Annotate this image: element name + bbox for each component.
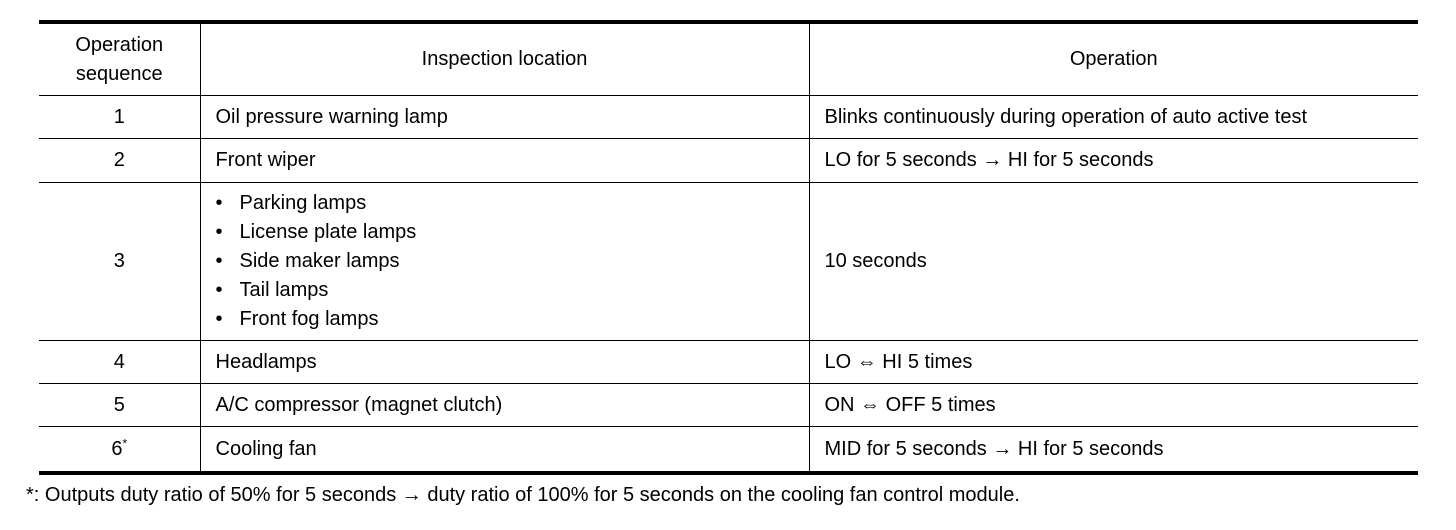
header-operation: Operation (809, 22, 1418, 96)
sequence-number: 6 (111, 437, 123, 460)
operation-cell: MID for 5 seconds → HI for 5 seconds (809, 427, 1418, 474)
sequence-cell: 2 (39, 139, 200, 183)
operation-cell: Blinks continuously during operation of auto active test (809, 96, 1418, 139)
table-body (39, 96, 1418, 474)
sequence-cell (39, 427, 200, 474)
header-inspection-location: Inspection location (200, 22, 809, 96)
operation-cell: ON ⇔ OFF 5 times (809, 384, 1418, 427)
footnote-marker: * (122, 435, 128, 450)
table-row (39, 427, 1418, 474)
table-header (39, 22, 1418, 96)
operation-cell: LO for 5 seconds → HI for 5 seconds (809, 139, 1418, 183)
list-item: • Parking lamps (216, 189, 794, 218)
header-row (39, 22, 1418, 96)
sequence-cell: 1 (39, 96, 200, 139)
operation-cell: LO ⇔ HI 5 times (809, 341, 1418, 384)
inspection-location-cell: Cooling fan (200, 427, 809, 474)
inspection-location-cell: Oil pressure warning lamp (200, 96, 809, 139)
table-row (39, 183, 1418, 341)
footnote: *: Outputs duty ratio of 50% for 5 seconds → duty ratio of 100% for 5 seconds on the cooling fan control module. (26, 484, 1020, 506)
operation-cell: 10 seconds (809, 183, 1418, 341)
lamp-list (216, 189, 794, 334)
sequence-cell: 3 (39, 183, 200, 341)
inspection-location-cell: Front wiper (200, 139, 809, 183)
inspection-location-cell: A/C compressor (magnet clutch) (200, 384, 809, 427)
table-row (39, 139, 1418, 183)
list-item: • Side maker lamps (216, 247, 794, 276)
list-item: • Tail lamps (216, 276, 794, 305)
inspection-location-cell: Headlamps (200, 341, 809, 384)
header-operation-sequence: Operation sequence (39, 22, 200, 96)
table-row (39, 96, 1418, 139)
list-item: • License plate lamps (216, 218, 794, 247)
list-item: • Front fog lamps (216, 305, 794, 334)
table-row (39, 341, 1418, 384)
sequence-cell: 4 (39, 341, 200, 384)
table-row (39, 384, 1418, 427)
operation-sequence-table (39, 20, 1418, 475)
sequence-cell: 5 (39, 384, 200, 427)
inspection-location-cell (200, 183, 809, 341)
